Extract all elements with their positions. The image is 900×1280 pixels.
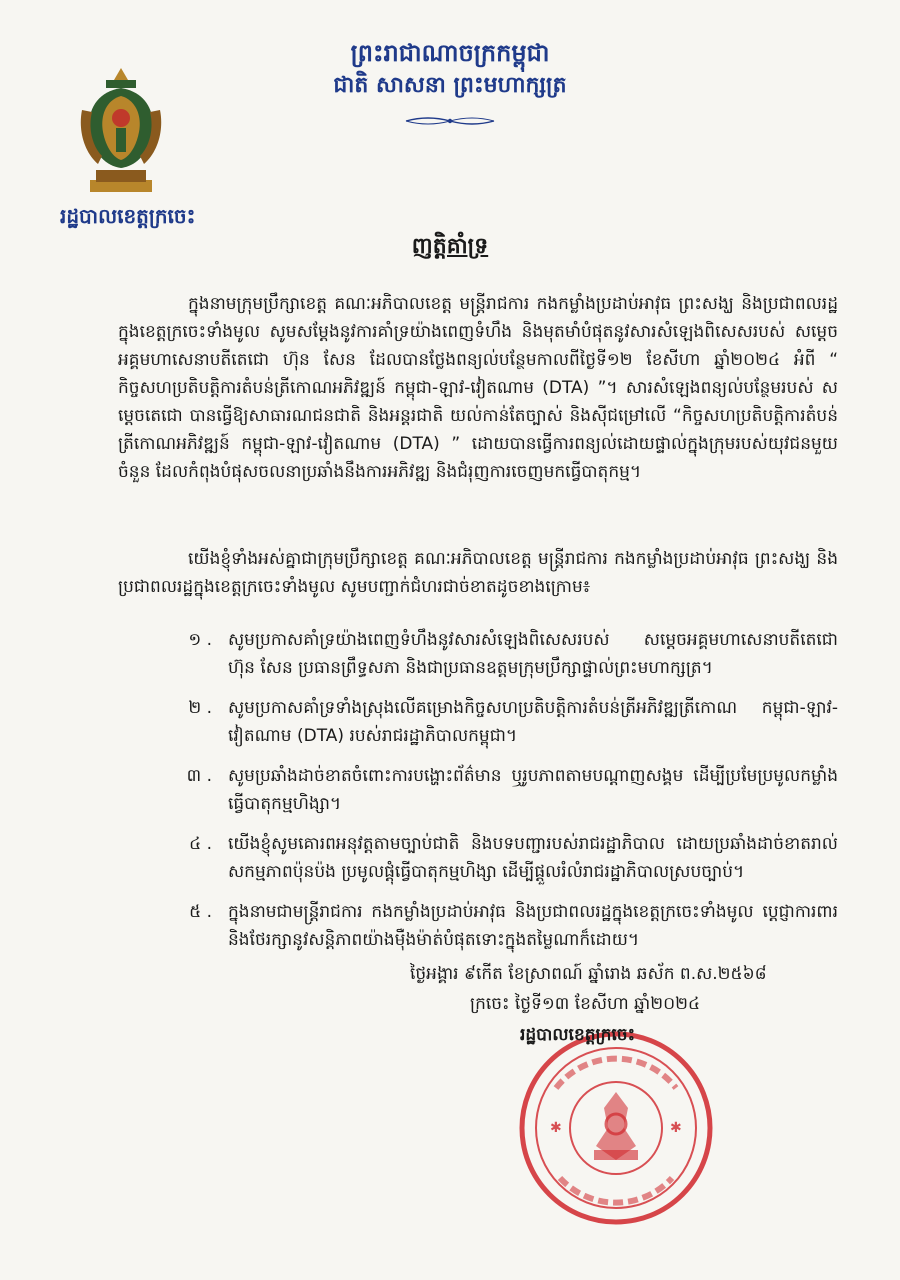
- item-text: សូមប្រកាសគាំទ្រយ៉ាងពេញទំហឹងនូវសារសំឡេងពិសេសរបស់ សម្តេចអគ្គមហាសេនាបតីតេជោ ហ៊ុន សែន ប្រធានព្រឹទ្ធសភា និងជាប្រធានឧត្តមក្រុមប្រឹក្សាផ្ទាល់ព្រះមហាក្សត្រ។: [228, 630, 838, 678]
- position-list: [118, 626, 838, 966]
- item-number: ១ .: [188, 630, 212, 650]
- svg-text:✱: ✱: [550, 1120, 562, 1136]
- issuing-authority: រដ្ឋបាលខេត្តក្រចេះ: [60, 204, 196, 228]
- divider-ornament: [404, 114, 496, 128]
- item-text: សូមប្រកាសគាំទ្រទាំងស្រុងលើគម្រោងកិច្ចសហប្រតិបត្តិការតំបន់ត្រីអភិវឌ្ឍត្រីកោណ កម្ពុជា-ឡាវ-វៀតណាម (DTA) របស់រាជរដ្ឋាភិបាលកម្ពុជា។: [228, 698, 838, 746]
- item-number: ២ .: [188, 698, 212, 718]
- paragraph-intro: ក្នុងនាមក្រុមប្រឹក្សាខេត្ត គណៈអភិបាលខេត្ត មន្ត្រីរាជការ កងកម្លាំងប្រដាប់អាវុធ ព្រះសង្ឃ និងប្រជាពលរដ្ឋក្នុងខេត្តក្រចេះទាំងមូល សូមសម្តែងនូវការគាំទ្រយ៉ាងពេញទំហឹង និងមុតមាំបំផុតនូវសារសំឡេងពិសេសរបស់ សម្តេចអគ្គមហាសេនាបតីតេជោ ហ៊ុន សែន ដែលបានថ្លែងពន្យល់បន្ថែមកាលពីថ្ងៃទី១២ ខែសីហា ឆ្នាំ២០២៤ អំពី “ កិច្ចសហប្រតិបត្តិការតំបន់ត្រីកោណអភិវឌ្ឍន៍ កម្ពុជា-ឡាវ-វៀតណាម (DTA) ”។ សារសំឡេងពន្យល់បន្ថែមរបស់ សម្តេចតេជោ បានធ្វើឱ្យសាធារណជនជាតិ និងអន្តរជាតិ យល់កាន់តែច្បាស់ និងស៊ីជម្រៅលើ “កិច្ចសហប្រតិបត្តិការតំបន់ត្រីកោណអភិវឌ្ឍន៍ កម្ពុជា-ឡាវ-វៀតណាម (DTA) ” ដោយបានធ្វើការពន្យល់ដោយផ្ទាល់ក្នុងក្រុមរបស់យុវជនមួយចំនួន ដែលកំពុងបំផុសចលនាប្រឆាំងនឹងការអភិវឌ្ឍ និងជំរុញការចេញមកធ្វើបាតុកម្ម។: [118, 294, 838, 482]
- item-number: ៥ .: [189, 902, 212, 922]
- document-title: ញត្តិគាំទ្រ: [411, 234, 489, 259]
- solar-date: ក្រចេះ ថ្ងៃទី១៣ ខែសីហា ឆ្នាំ២០២៤: [470, 994, 701, 1014]
- official-seal-stamp: [516, 1028, 716, 1228]
- paragraph-statement: យើងខ្ញុំទាំងអស់គ្នាជាក្រុមប្រឹក្សាខេត្ត គណៈអភិបាលខេត្ត មន្ត្រីរាជការ កងកម្លាំងប្រដាប់អាវុធ ព្រះសង្ឃ និងប្រជាពលរដ្ឋក្នុងខេត្តក្រចេះទាំងមូល សូមបញ្ជាក់ជំហរជាច់ខាតដូចខាងក្រោម៖: [118, 549, 838, 597]
- national-motto: ជាតិ សាសនា ព្រះមហាក្សត្រ: [333, 73, 567, 98]
- svg-text:✱: ✱: [670, 1120, 682, 1136]
- kingdom-header: [300, 36, 600, 102]
- list-item: [118, 898, 838, 954]
- list-item: [118, 626, 838, 682]
- list-item: [118, 762, 838, 818]
- list-item: [118, 694, 838, 750]
- signatory: រដ្ឋបាលខេត្តក្រចេះ: [520, 1025, 636, 1045]
- lunar-date: ថ្ងៃអង្គារ ៩កើត ខែស្រាពណ៍ ឆ្នាំរោង ឆស័ក ព.ស.២៥៦៨: [410, 964, 767, 984]
- list-item: [118, 830, 838, 886]
- provincial-emblem-icon: [76, 62, 166, 194]
- item-text: សូមប្រឆាំងដាច់ខាតចំពោះការបង្ហោះព័ត៌មាន ឬរូបភាពតាមបណ្តាញសង្គម ដើម្បីប្រមែប្រមូលកម្លាំងធ្វើបាតុកម្មហិង្សា។: [228, 766, 838, 814]
- item-text: យើងខ្ញុំសូមគោរពអនុវត្តតាមច្បាប់ជាតិ និងបទបញ្ជារបស់រាជរដ្ឋាភិបាល ដោយប្រឆាំងដាច់ខាតរាល់សកម្មភាពប៉ុនប៉ង ប្រមូលផ្តុំធ្វើបាតុកម្មហិង្សា ដើម្បីផ្តួលរំលំរាជរដ្ឋាភិបាលស្របច្បាប់។: [228, 834, 838, 882]
- item-number: ៣ .: [186, 766, 212, 786]
- item-number: ៤ .: [189, 834, 212, 854]
- kingdom-name: ព្រះរាជាណាចក្រកម្ពុជា: [350, 39, 550, 67]
- item-text: ក្នុងនាមជាមន្ត្រីរាជការ កងកម្លាំងប្រដាប់អាវុធ និងប្រជាពលរដ្ឋក្នុងខេត្តក្រចេះទាំងមូល ប្តេជ្ញាការពារ និងថែរក្សានូវសន្តិភាពយ៉ាងម៉ឺងម៉ាត់បំផុតទោះក្នុងតម្លៃណាក៏ដោយ។: [228, 902, 838, 950]
